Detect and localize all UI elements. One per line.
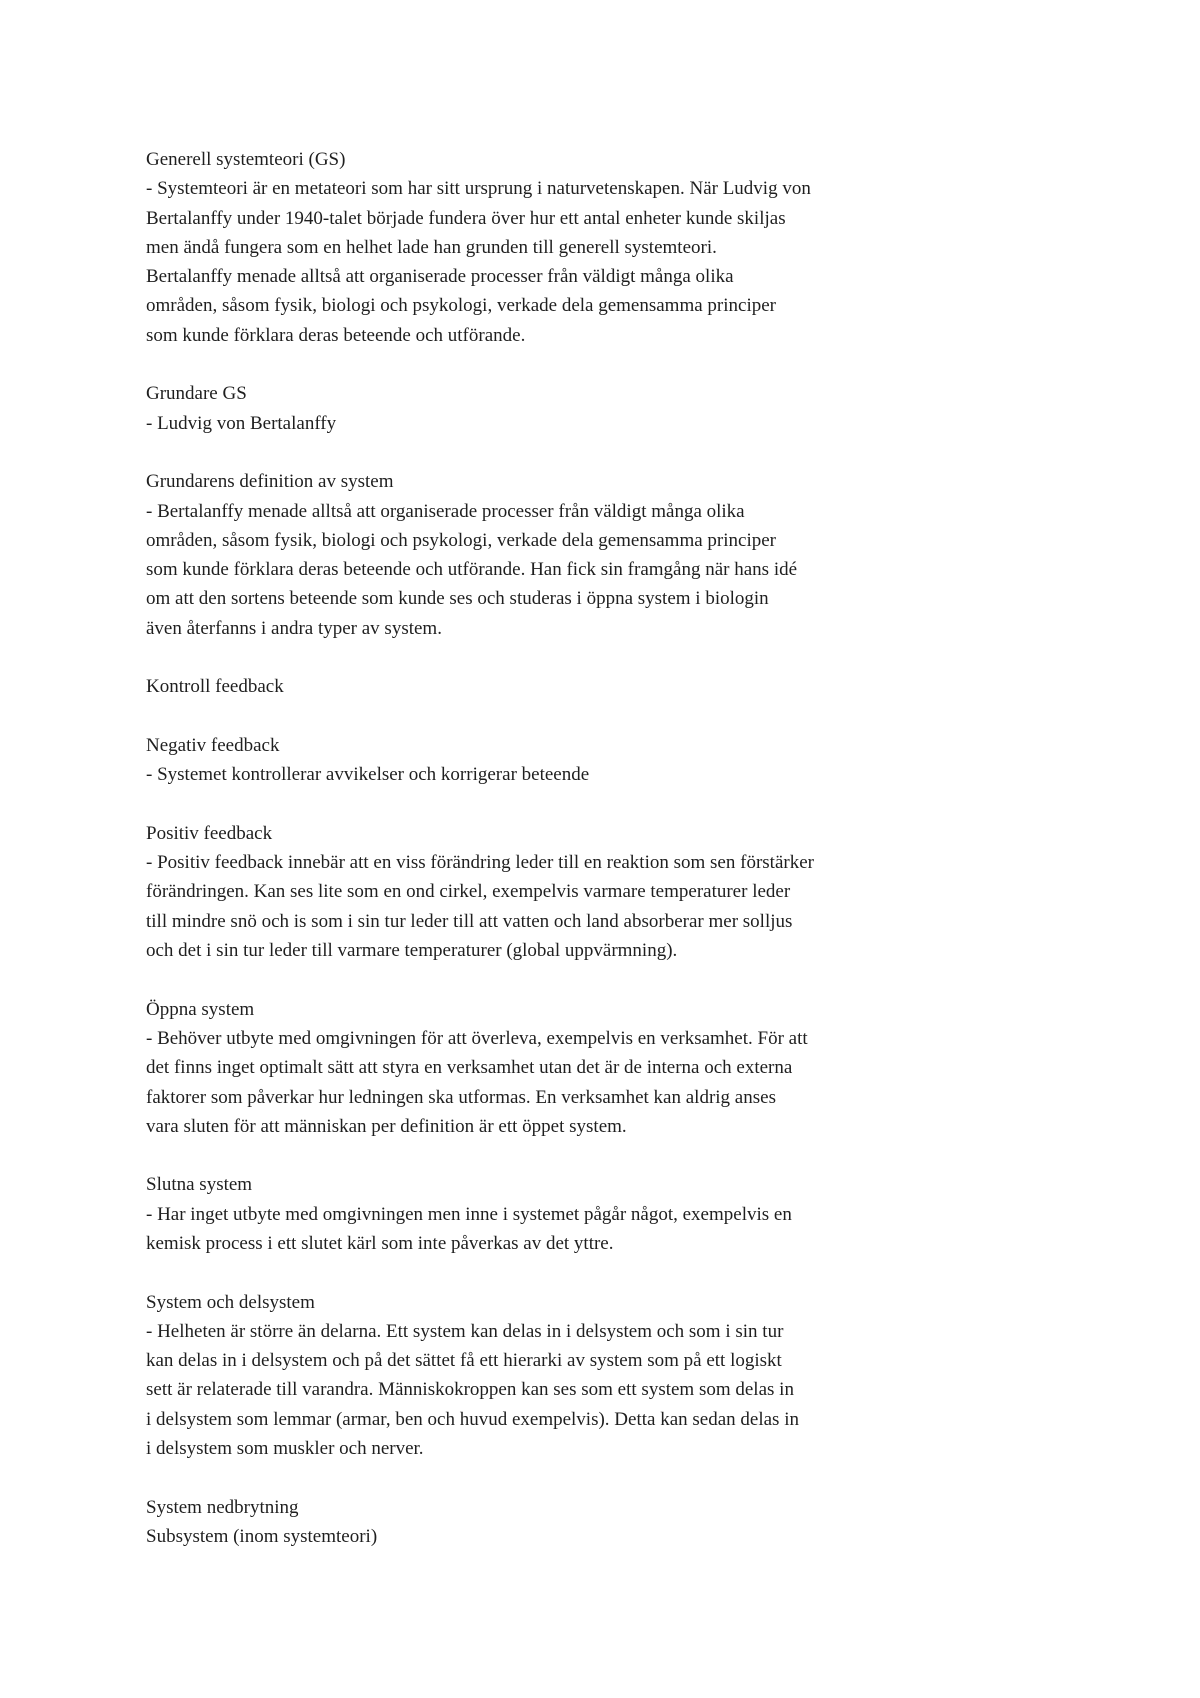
section-heading: Grundarens definition av system — [146, 471, 394, 493]
body-line: - Helheten är större än delarna. Ett system kan delas in i delsystem och som i sin tur — [146, 1320, 784, 1342]
section-positiv-feedback — [146, 819, 946, 965]
body-line: sett är relaterade till varandra. Människokroppen kan ses som ett system som delas in — [146, 1379, 794, 1401]
section-heading: Positiv feedback — [146, 822, 273, 844]
body-line: i delsystem som lemmar (armar, ben och huvud exempelvis). Detta kan sedan delas in — [146, 1408, 799, 1430]
body-line: kan delas in i delsystem och på det sättet få ett hierarki av system som på ett logiskt — [146, 1350, 782, 1372]
body-line: områden, såsom fysik, biologi och psykologi, verkade dela gemensamma principer — [146, 295, 777, 317]
body-line: - Bertalanffy menade alltså att organiserade processer från väldigt många olika — [146, 500, 745, 522]
section-heading: Kontroll feedback — [146, 676, 284, 698]
section-system-och-delsystem — [146, 1288, 946, 1464]
section-kontroll-feedback — [146, 672, 946, 701]
body-line: som kunde förklara deras beteende och utförande. Han fick sin framgång när hans idé — [146, 559, 798, 581]
body-line: men ändå fungera som en helhet lade han grunden till generell systemteori. — [146, 236, 717, 258]
paragraph-gap — [146, 1141, 946, 1170]
paragraph-gap — [146, 702, 946, 731]
paragraph-gap — [146, 790, 946, 819]
section-system-nedbrytning — [146, 1493, 946, 1552]
body-line: till mindre snö och is som i sin tur leder till att vatten och land absorberar mer solljus — [146, 910, 793, 932]
body-line: även återfanns i andra typer av system. — [146, 617, 442, 639]
body-line: förändringen. Kan ses lite som en ond cirkel, exempelvis varmare temperaturer leder — [146, 881, 791, 903]
section-heading: Generell systemteori (GS) — [146, 149, 346, 170]
paragraph-gap — [146, 438, 946, 467]
body-line: vara sluten för att människan per definition är ett öppet system. — [146, 1115, 627, 1137]
paragraph-gap — [146, 1258, 946, 1287]
body-line: Subsystem (inom systemteori) — [146, 1525, 378, 1547]
section-heading: System nedbrytning — [146, 1496, 299, 1518]
section-negativ-feedback — [146, 731, 946, 790]
body-line: Bertalanffy under 1940-talet började fundera över hur ett antal enheter kunde skiljas — [146, 207, 786, 229]
paragraph-gap — [146, 965, 946, 994]
paragraph-gap — [146, 1463, 946, 1492]
body-line: kemisk process i ett slutet kärl som inte påverkas av det yttre. — [146, 1232, 614, 1254]
section-heading: System och delsystem — [146, 1291, 315, 1313]
body-line: i delsystem som muskler och nerver. — [146, 1438, 424, 1460]
body-line: Bertalanffy menade alltså att organiserade processer från väldigt många olika — [146, 266, 734, 288]
section-oppna-system — [146, 995, 946, 1141]
section-generell-systemteori — [146, 145, 946, 350]
body-line: - Behöver utbyte med omgivningen för att överleva, exempelvis en verksamhet. För att — [146, 1027, 808, 1049]
body-line: - Systemteori är en metateori som har sitt ursprung i naturvetenskapen. När Ludvig von — [146, 178, 811, 200]
body-line: faktorer som påverkar hur ledningen ska utformas. En verksamhet kan aldrig anses — [146, 1086, 776, 1108]
section-grundarens-definition — [146, 467, 946, 643]
paragraph-gap — [146, 643, 946, 672]
paragraph-gap — [146, 350, 946, 379]
body-line: det finns inget optimalt sätt att styra en verksamhet utan det är de interna och externa — [146, 1057, 793, 1079]
body-line: och det i sin tur leder till varmare temperaturer (global uppvärmning). — [146, 940, 678, 962]
section-heading: Grundare GS — [146, 383, 247, 405]
body-line: som kunde förklara deras beteende och utförande. — [146, 324, 526, 346]
section-heading: Slutna system — [146, 1174, 253, 1196]
section-heading: Öppna system — [146, 998, 255, 1020]
section-slutna-system — [146, 1170, 946, 1258]
body-line: områden, såsom fysik, biologi och psykologi, verkade dela gemensamma principer — [146, 529, 777, 551]
body-line: om att den sortens beteende som kunde ses och studeras i öppna system i biologin — [146, 588, 769, 610]
section-heading: Negativ feedback — [146, 734, 280, 756]
section-grundare-gs — [146, 379, 946, 438]
body-line: - Systemet kontrollerar avvikelser och korrigerar beteende — [146, 764, 590, 786]
body-line: - Har inget utbyte med omgivningen men inne i systemet pågår något, exempelvis en — [146, 1203, 792, 1225]
document-body — [146, 145, 946, 1551]
body-line: - Positiv feedback innebär att en viss förändring leder till en reaktion som sen förstärker — [146, 852, 814, 874]
body-line: - Ludvig von Bertalanffy — [146, 412, 337, 434]
